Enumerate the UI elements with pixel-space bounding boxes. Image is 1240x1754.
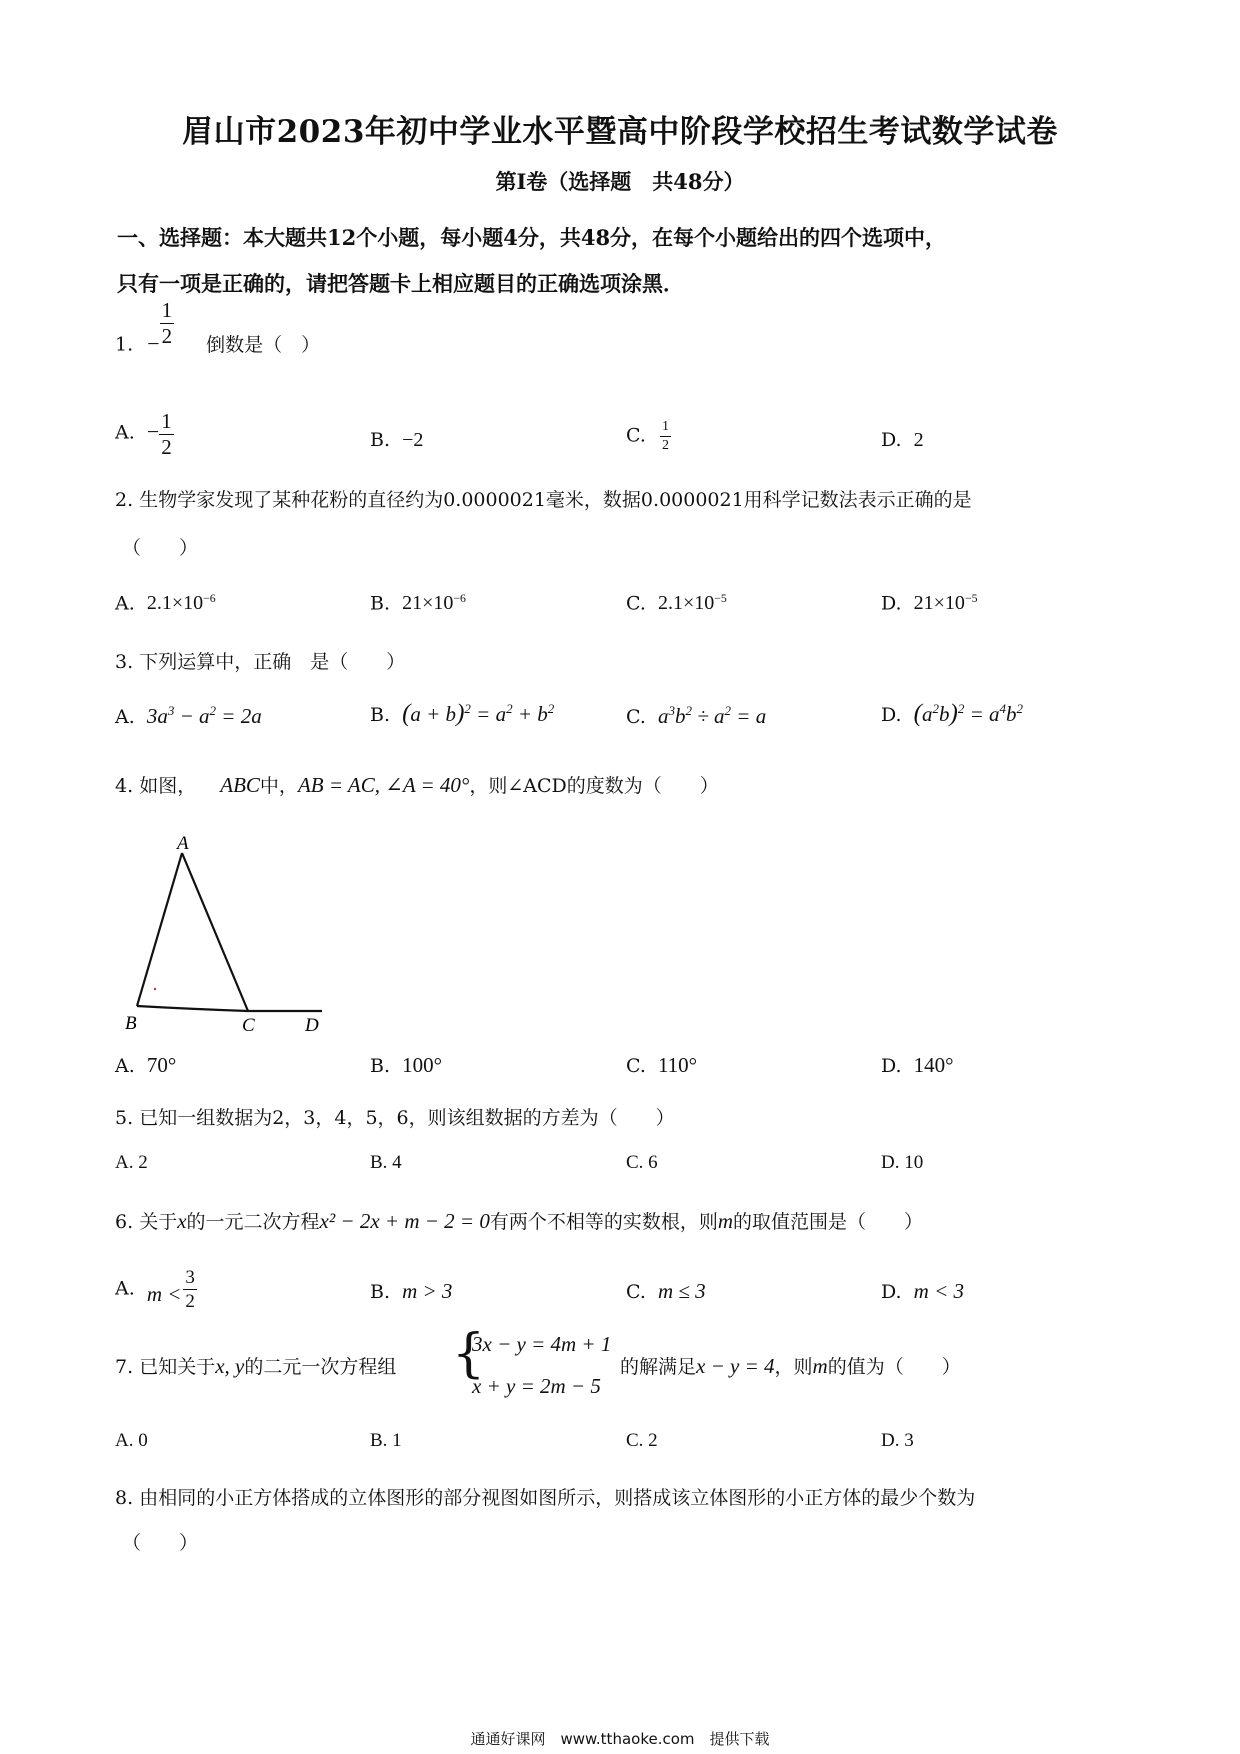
option-value: 140°: [913, 1053, 954, 1077]
question-text: 已知关于: [139, 1356, 216, 1378]
footer-source: 通通好课网 www.tthaoke.com 提供下载: [470, 1730, 770, 1748]
option-label: A.: [115, 706, 135, 728]
question-number: 7.: [115, 1356, 134, 1378]
question-text: 倒数是（ ）: [206, 333, 321, 356]
condition-expression: x − y = 4: [696, 1354, 775, 1378]
q5-option-b[interactable]: B. 4: [370, 1152, 402, 1173]
q3-option-a[interactable]: [115, 703, 262, 729]
q6-option-c[interactable]: [626, 1279, 706, 1304]
question-8-line1: [115, 1483, 975, 1510]
q6-option-b[interactable]: [370, 1279, 452, 1304]
variable: m: [717, 1209, 734, 1233]
variable: m: [812, 1354, 828, 1378]
question-text: 如图，: [139, 775, 197, 797]
question-1: [115, 298, 321, 369]
option-label: C.: [626, 424, 646, 447]
option-label: D.: [881, 1055, 902, 1077]
fraction-denominator: 2: [185, 1291, 195, 1312]
minus-sign: −: [147, 330, 160, 356]
question-text: ，则∠ACD的度数为（ ）: [469, 775, 719, 797]
exponent: −6: [453, 592, 466, 605]
question-text: 的取值范围是（ ）: [733, 1211, 924, 1233]
option-value: 110°: [657, 1053, 698, 1077]
q1-option-c[interactable]: [626, 420, 671, 453]
option-label: A.: [115, 1277, 135, 1300]
fraction-numerator: 1: [161, 409, 172, 433]
option-label: A.: [115, 592, 135, 615]
question-5: [115, 1103, 675, 1130]
option-label: D.: [881, 704, 902, 726]
q4-option-b[interactable]: [370, 1053, 442, 1078]
question-text: 已知一组数据为2，3，4，5，6，则该组数据的方差为（ ）: [139, 1107, 675, 1129]
question-2-line1: [115, 485, 972, 512]
question-4: [115, 771, 719, 798]
question-text: 的一元二次方程: [186, 1211, 320, 1233]
variables: x, y: [215, 1354, 245, 1378]
option-label: D.: [881, 592, 902, 615]
paper-section-title: 第Ⅰ卷（选择题 共48分）: [495, 169, 745, 194]
question-number: 3.: [115, 651, 134, 673]
q2-option-d[interactable]: [881, 592, 977, 615]
option-label: C.: [626, 706, 646, 728]
question-text: 由相同的小正方体搭成的立体图形的部分视图如图所示，则搭成该立体图形的小正方体的最少个数为: [139, 1487, 976, 1509]
triangle-name: ABC: [220, 773, 260, 797]
q1-option-b[interactable]: [370, 429, 423, 452]
option-value: 21×10: [913, 592, 965, 615]
question-text: 关于: [139, 1211, 178, 1233]
option-label: B.: [370, 429, 391, 451]
option-expression: $3a^3 - a^2 = 2a$: [146, 703, 262, 728]
option-value: m < 3: [913, 1279, 964, 1303]
question-number: 6.: [115, 1211, 134, 1233]
q7-option-a[interactable]: A. 0: [115, 1430, 148, 1451]
option-label: B.: [370, 592, 391, 615]
option-value: m ≤ 3: [657, 1279, 706, 1303]
label-c: C: [242, 1015, 255, 1036]
q5-option-c[interactable]: C. 6: [626, 1152, 658, 1173]
option-expression: $(a + b)^2 = a^2 + b^2$: [402, 700, 555, 727]
exponent: −5: [714, 592, 727, 605]
segment-ac: [182, 853, 248, 1011]
dot-mark: [154, 988, 156, 990]
option-label: C.: [626, 592, 646, 615]
question-2-line2: （ ）: [122, 537, 199, 559]
triangle-figure: [120, 825, 340, 1045]
option-value: 2.1×10: [657, 592, 715, 615]
option-label: B.: [370, 1055, 391, 1077]
q7-option-c[interactable]: C. 2: [626, 1430, 658, 1451]
question-number: 2.: [115, 489, 134, 511]
option-label: C.: [626, 1055, 646, 1077]
question-text: 的二元一次方程组: [244, 1356, 397, 1378]
option-value: 2: [913, 429, 924, 451]
question-number: 5.: [115, 1107, 134, 1129]
q4-option-c[interactable]: [626, 1053, 697, 1078]
option-value: 2.1×10: [146, 592, 204, 615]
fraction: [159, 411, 174, 458]
segment-bd: [137, 1006, 322, 1011]
question-text: 有两个不相等的实数根，则: [489, 1211, 718, 1233]
equation-2: x + y = 2m − 5: [472, 1374, 601, 1398]
option-value: m > 3: [402, 1279, 453, 1303]
q5-option-d[interactable]: D. 10: [881, 1152, 924, 1173]
label-a: A: [177, 833, 189, 854]
option-value: m <: [146, 1281, 182, 1306]
q1-option-a[interactable]: [115, 410, 174, 457]
fraction-denominator: 2: [661, 438, 669, 453]
fraction-denominator: 2: [161, 324, 173, 348]
section-instructions-line2: 只有一项是正确的，请把答题卡上相应题目的正确选项涂黑．: [117, 271, 684, 296]
option-label: C.: [626, 1281, 646, 1303]
question-text: 的解满足: [620, 1356, 697, 1378]
equation: x² − 2x + m − 2 = 0: [319, 1209, 490, 1233]
question-text: 下列运算中，正确 是（ ）: [139, 651, 406, 673]
question-6: [115, 1207, 923, 1234]
option-label: A.: [115, 421, 135, 444]
q3-option-c[interactable]: [626, 703, 766, 729]
question-number: 4.: [115, 775, 134, 797]
option-value: 100°: [402, 1053, 442, 1077]
q2-option-c[interactable]: [626, 592, 727, 615]
question-text: 中，: [259, 775, 298, 797]
section-instructions-line1: 一、选择题：本大题共12个小题，每小题4分，共48分，在每个小题给出的四个选项中，: [117, 225, 947, 250]
q4-option-d[interactable]: [881, 1053, 954, 1078]
option-value: 70°: [146, 1053, 177, 1077]
q3-option-d[interactable]: [881, 700, 1023, 728]
exponent: −6: [203, 592, 216, 605]
fraction-numerator: 1: [161, 298, 173, 322]
question-7: [115, 1352, 396, 1379]
option-label: D.: [881, 429, 902, 451]
label-b: B: [125, 1013, 137, 1034]
fraction: [183, 1268, 197, 1311]
exam-title: 眉山市2023年初中学业水平暨高中阶段学校招生考试数学试卷: [182, 114, 1058, 150]
q4-option-a[interactable]: [115, 1053, 176, 1078]
q2-option-a[interactable]: [115, 592, 216, 615]
q5-option-a[interactable]: A. 2: [115, 1152, 148, 1173]
question-8-line2: （ ）: [122, 1532, 199, 1554]
q1-option-d[interactable]: [881, 429, 924, 452]
q3-option-b[interactable]: [370, 700, 554, 728]
option-expression: $a^3b^2 \div a^2 = a$: [657, 703, 767, 728]
fraction: [160, 300, 175, 347]
option-label: A.: [115, 1055, 135, 1077]
fraction: [660, 420, 671, 453]
fraction-numerator: 1: [660, 420, 671, 437]
minus-sign: −: [146, 418, 160, 444]
question-text: ，则: [774, 1356, 813, 1378]
question-3: [115, 647, 405, 674]
q2-option-b[interactable]: [370, 592, 466, 615]
option-label: D.: [881, 1281, 902, 1303]
q6-option-a[interactable]: [115, 1268, 197, 1311]
fraction-numerator: 3: [185, 1267, 195, 1288]
question-number: 1.: [115, 333, 134, 356]
condition-expression: AB = AC, ∠A = 40°: [297, 773, 470, 797]
exponent: −5: [964, 592, 978, 605]
fraction-denominator: 2: [161, 435, 172, 459]
q7-option-b[interactable]: B. 1: [370, 1430, 402, 1451]
segment-ab: [137, 853, 182, 1006]
question-number: 8.: [115, 1487, 134, 1509]
equation-1: 3x − y = 4m + 1: [472, 1332, 612, 1356]
option-label: B.: [370, 704, 391, 726]
variable: x: [177, 1209, 187, 1233]
option-expression: $(a^2b)^2 = a^4b^2$: [913, 700, 1024, 727]
option-value: −2: [402, 429, 424, 451]
option-value: 21×10: [402, 592, 454, 615]
question-text: 的值为（ ）: [827, 1356, 961, 1378]
brace: {: [452, 1324, 486, 1384]
q6-option-d[interactable]: [881, 1279, 964, 1304]
label-d: D: [305, 1015, 319, 1036]
question-7-continued: [620, 1352, 961, 1379]
question-text: 生物学家发现了某种花粉的直径约为0.0000021毫米，数据0.0000021用科学记数法表示正确的是: [139, 489, 972, 511]
q7-option-d[interactable]: D. 3: [881, 1430, 914, 1451]
option-label: B.: [370, 1281, 391, 1303]
